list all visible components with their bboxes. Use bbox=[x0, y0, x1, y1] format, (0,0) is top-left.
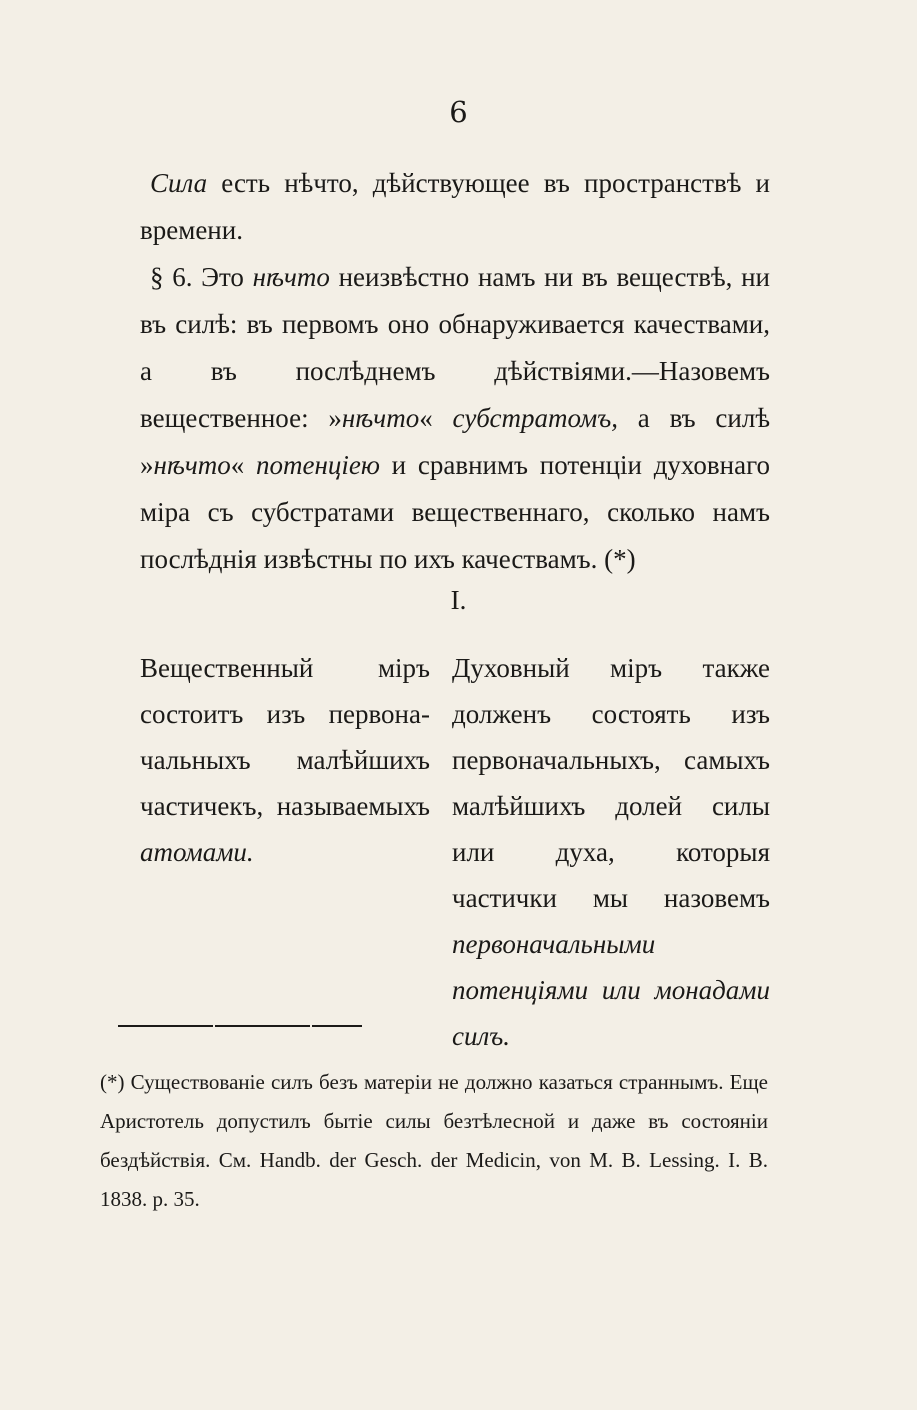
footnote-divider bbox=[312, 1025, 362, 1027]
text-run: неизвѣстно намъ ни въ веществѣ, ни въ силѣ: въ первомъ оно обнаруживается качествами, а въ послѣднемъ дѣйствіями.—Назовемъ вещественное: » bbox=[140, 262, 770, 433]
italic-term: нѣчто bbox=[341, 403, 420, 433]
italic-term: Сила bbox=[150, 168, 208, 198]
text-run: есть нѣчто, дѣйствующее въ пространствѣ и времени. bbox=[140, 168, 770, 245]
italic-term: атомами. bbox=[140, 837, 254, 867]
footnote-divider bbox=[118, 1025, 213, 1027]
right-column bbox=[452, 645, 770, 1059]
text-run: « bbox=[419, 403, 453, 433]
italic-term: субстратомъ, bbox=[452, 403, 618, 433]
left-column bbox=[140, 645, 430, 875]
italic-term: нѣчто bbox=[252, 262, 330, 292]
footnote-divider bbox=[215, 1025, 310, 1027]
text-run: Вещественный міръ состоитъ изъ первоначальныхъ малѣйшихъ частичекъ, называемыхъ bbox=[140, 653, 430, 821]
paragraph-section-6 bbox=[140, 254, 770, 583]
text-run: « bbox=[230, 450, 257, 480]
footnote: (*) Существованіе силъ безъ матеріи не должно казаться страннымъ. Еще Аристотель допустилъ бытіе силы безтѣлесной и даже въ состояніи бездѣйствія. См. Handb. der Gesch. der Medicin, von M. B. Lessing. I. B. 1838. p. 35. bbox=[100, 1070, 768, 1211]
paragraph-definition bbox=[140, 160, 770, 254]
text-run: § 6. Это bbox=[150, 262, 253, 292]
page-number: 6 bbox=[449, 95, 468, 129]
text-run: и сравнимъ потенціи духовнаго міра съ субстратами вещественнаго, сколько намъ послѣднія извѣстны по ихъ качествамъ. (*) bbox=[140, 450, 770, 574]
italic-term: потенціею bbox=[256, 450, 380, 480]
section-heading: I. bbox=[450, 585, 467, 615]
main-text bbox=[140, 160, 770, 583]
text-run: Духовный міръ также долженъ состоять изъ первоначальныхъ, самыхъ малѣйшихъ долей силы или духа, которыя частички мы назовемъ bbox=[452, 653, 770, 913]
italic-term: первоначальными потенціями или монадами силъ. bbox=[452, 929, 770, 1051]
italic-term: нѣчто bbox=[153, 450, 231, 480]
text-run: а въ силѣ » bbox=[140, 403, 771, 480]
